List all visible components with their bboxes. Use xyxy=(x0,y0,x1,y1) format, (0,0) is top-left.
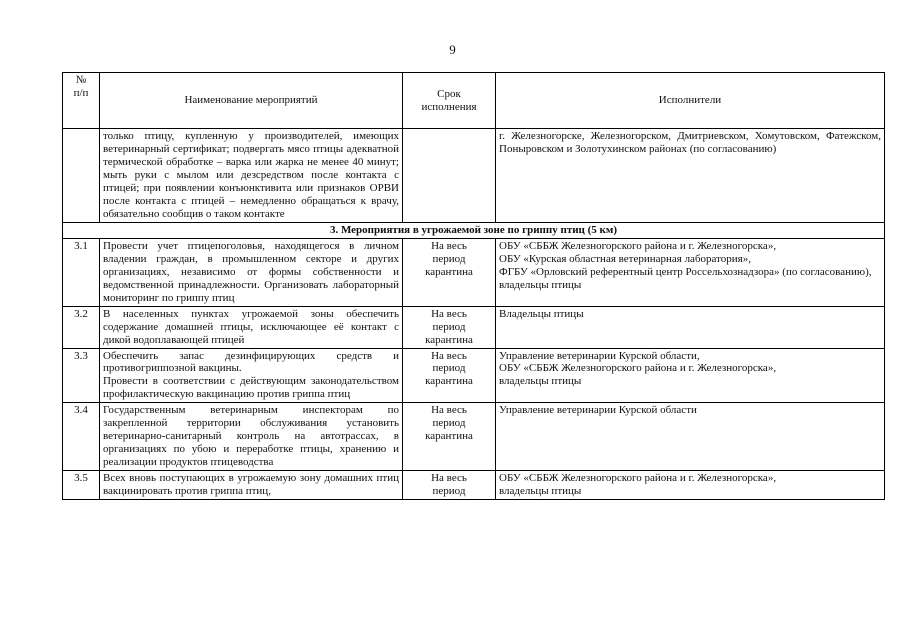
cell-executors: Владельцы птицы xyxy=(496,306,885,348)
measures-table xyxy=(62,72,885,500)
cell-name: Государственным ветеринарным инспекторам по закрепленной территории обслуживания установить ветеринарно-санитарный контроль на автотрассах, в организациях по убою и переработке птицы, хранению и реализации продуктов птицеводства xyxy=(100,403,403,471)
header-name: Наименование мероприятий xyxy=(100,73,403,129)
cell-term: На весь период карантина xyxy=(403,306,496,348)
section-title: 3. Мероприятия в угрожаемой зоне по гриппу птиц (5 км) xyxy=(63,222,885,238)
table-row-continuation xyxy=(63,129,885,223)
cell-executors: ОБУ «СББЖ Железногорского района и г. Железногорска», владельцы птицы xyxy=(496,471,885,500)
cell-term xyxy=(403,129,496,223)
header-num: № п/п xyxy=(63,73,100,129)
table-row xyxy=(63,238,885,306)
page-number: 9 xyxy=(449,42,456,57)
cell-term: На весь период карантина xyxy=(403,238,496,306)
table-row xyxy=(63,403,885,471)
header-term: Срок исполнения xyxy=(403,73,496,129)
cell-name: В населенных пунктах угрожаемой зоны обеспечить содержание домашней птицы, исключающее её контакт с дикой водоплавающей птицей xyxy=(100,306,403,348)
header-executors: Исполнители xyxy=(496,73,885,129)
cell-term: На весь период карантина xyxy=(403,403,496,471)
cell-name: только птицу, купленную у производителей, имеющих ветеринарный сертификат; подвергать мясо птицы адекватной термической обработке – варка или жарка не менее 40 минут; мыть руки с мылом или дезсредством после контакта с птицей; при появлении конъюнктивита или признаков ОРВИ после контакта с птицей – немедленно обращаться к врачу, обязательно сообщив о таком контакте xyxy=(100,129,403,223)
cell-name: Провести учет птицепоголовья, находящегося в личном владении граждан, в промышленном секторе и других организациях, независимо от формы собственности и ведомственной принадлежности. Организовать лабораторный мониторинг по гриппу птиц xyxy=(100,238,403,306)
section-row xyxy=(63,222,885,238)
cell-name: Обеспечить запас дезинфицирующих средств и противогриппозной вакцины. Провести в соответствии с действующим законодательством профилактическую вакцинацию против гриппа птиц xyxy=(100,348,403,403)
cell-executors: Управление ветеринарии Курской области, ОБУ «СББЖ Железногорского района и г. Железногорска», владельцы птицы xyxy=(496,348,885,403)
cell-executors: Управление ветеринарии Курской области xyxy=(496,403,885,471)
cell-term: На весь период xyxy=(403,471,496,500)
table-row xyxy=(63,471,885,500)
cell-executors: ОБУ «СББЖ Железногорского района и г. Железногорска», ОБУ «Курская областная ветеринарная лаборатория», ФГБУ «Орловский референтный центр Россельхознадзора» (по согласованию), владельцы птицы xyxy=(496,238,885,306)
table-row xyxy=(63,306,885,348)
cell-num: 3.4 xyxy=(63,403,100,471)
cell-num xyxy=(63,129,100,223)
cell-executors: г. Железногорске, Железногорском, Дмитриевском, Хомутовском, Фатежском, Поныровском и Золотухинском районах (по согласованию) xyxy=(496,129,885,223)
cell-term: На весь период карантина xyxy=(403,348,496,403)
cell-name: Всех вновь поступающих в угрожаемую зону домашних птиц вакцинировать против гриппа птиц, xyxy=(100,471,403,500)
cell-num: 3.3 xyxy=(63,348,100,403)
table-row xyxy=(63,348,885,403)
cell-num: 3.2 xyxy=(63,306,100,348)
table-header-row xyxy=(63,73,885,129)
cell-num: 3.1 xyxy=(63,238,100,306)
cell-num: 3.5 xyxy=(63,471,100,500)
